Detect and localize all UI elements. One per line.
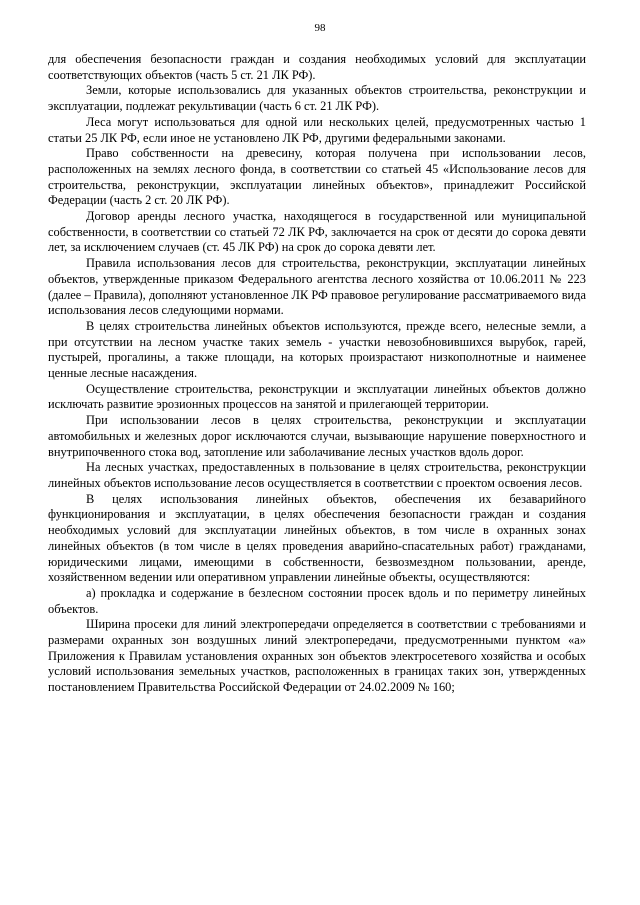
paragraph-3: Леса могут использоваться для одной или нескольких целей, предусмотренных частью 1 статьи 25 ЛК РФ, если иное не установлено ЛК РФ, другими федеральными законами. — [48, 114, 586, 145]
body-text — [48, 52, 586, 696]
paragraph-7: В целях строительства линейных объектов используются, прежде всего, нелесные земли, а при отсутствии на лесном участке таких земель - участки невозобновившихся вырубок, гарей, пустырей, прогалины, а также площади, на которых произрастают низкополнотные и наименее ценные лесные насаждения. — [48, 318, 586, 381]
page-number: 98 — [314, 22, 326, 34]
paragraph-11: В целях использования линейных объектов, обеспечения их безаварийного функционирования и эксплуатации, в целях обеспечения безопасности граждан и создания необходимых условий для эксплуатации линейных объектов, в том числе в охранных зонах линейных объектов (в том числе в целях проведения аварийно-спасательных работ) гражданами, юридическими лицами, имеющими в собственности, безвозмездном пользовании, аренде, хозяйственном ведении или оперативном управлении линейные объекты, осуществляются: — [48, 491, 586, 585]
paragraph-2: Земли, которые использовались для указанных объектов строительства, реконструкции и эксплуатации, подлежат рекультивации (часть 6 ст. 21 ЛК РФ). — [48, 83, 586, 114]
paragraph-10: На лесных участках, предоставленных в пользование в целях строительства, реконструкции линейных объектов использование лесов осуществляется в соответствии с проектом освоения лесов. — [48, 460, 586, 490]
paragraph-8: Осуществление строительства, реконструкции и эксплуатации линейных объектов должно исключать развитие эрозионных процессов на занятой и прилегающей территории. — [48, 381, 586, 412]
paragraph-1: для обеспечения безопасности граждан и создания необходимых условий для эксплуатации соответствующих объектов (часть 5 ст. 21 ЛК РФ). — [48, 52, 586, 82]
paragraph-6: Правила использования лесов для строительства, реконструкции, эксплуатации линейных объектов, утвержденные приказом Федерального агентства лесного хозяйства от 10.06.2011 № 223 (далее – Правила), дополняют установленное ЛК РФ правовое регулирование рассматриваемого вида использования лесов следующими нормами. — [48, 256, 586, 318]
paragraph-4: Право собственности на древесину, которая получена при использовании лесов, расположенных на землях лесного фонда, в соответствии со статьей 45 «Использование лесов для строительства, реконструкции, эксплуатации линейных объектов», принадлежит Российской Федерации (часть 2 ст. 20 ЛК РФ). — [48, 146, 586, 208]
paragraph-13: Ширина просеки для линий электропередачи определяется в соответствии с требованиями и размерами охранных зон воздушных линий электропередачи, предусмотренными пунктом «а» Приложения к Правилам установления охранных зон объектов электросетевого хозяйства и особых условий использования земельных участков, расположенных в границах таких зон, утвержденных постановлением Правительства Российской Федерации от 24.02.2009 № 160; — [48, 617, 586, 695]
paragraph-9: При использовании лесов в целях строительства, реконструкции и эксплуатации автомобильных и железных дорог исключаются случаи, вызывающие нарушение поверхностного и внутрипочвенного стока вод, затопление или заболачивание лесных участков вдоль дорог. — [48, 413, 586, 459]
paragraph-5: Договор аренды лесного участка, находящегося в государственной или муниципальной собственности, в соответствии со статьей 72 ЛК РФ, заключается на срок от десяти до сорока девяти лет, за исключением случаев (ст. 45 ЛК РФ) на срок до сорока девяти лет. — [48, 209, 586, 255]
paragraph-12: а) прокладка и содержание в безлесном состоянии просек вдоль и по периметру линейных объектов. — [48, 585, 586, 616]
